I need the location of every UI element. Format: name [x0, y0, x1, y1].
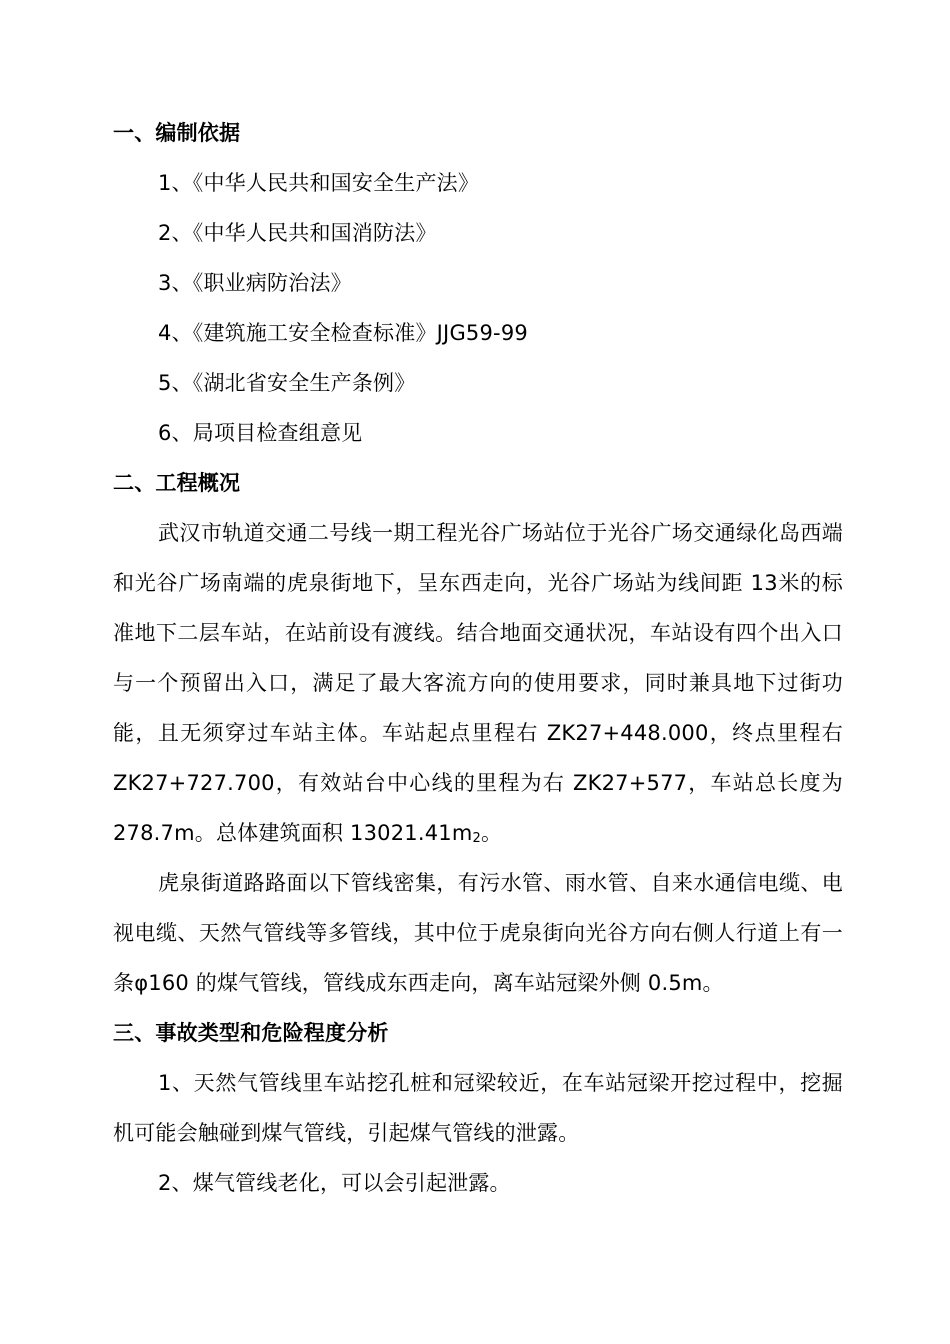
section-heading-overview: 二、工程概况	[113, 471, 241, 495]
overview-paragraph-2: 虎泉街道路路面以下管线密集，有污水管、雨水管、自来水通信电缆、电视电缆、天然气管线等多管线，其中位于虎泉街向光谷方向右侧人行道上有一条φ160 的煤气管线，管线成东西走向，离车站冠梁外侧 0.5m。	[113, 871, 843, 995]
basis-item-6: 6、局项目检查组意见	[158, 421, 363, 445]
section-heading-basis: 一、编制依据	[113, 121, 241, 145]
area-unit-subscript: 2	[472, 831, 481, 846]
basis-item-4: 4、《建筑施工安全检查标准》JJG59-99	[158, 321, 528, 345]
overview-paragraph-1-end: 。	[481, 821, 503, 845]
basis-item-1: 1、《中华人民共和国安全生产法》	[158, 171, 480, 195]
section-heading-accident-analysis: 三、事故类型和危险程度分析	[113, 1021, 389, 1045]
overview-paragraph-1	[113, 508, 843, 858]
analysis-item-1: 1、天然气管线里车站挖孔桩和冠梁较近，在车站冠梁开挖过程中，挖掘机可能会触碰到煤气管线，引起煤气管线的泄露。	[113, 1071, 843, 1145]
overview-paragraph-1-text: 武汉市轨道交通二号线一期工程光谷广场站位于光谷广场交通绿化岛西端和光谷广场南端的虎泉街地下，呈东西走向，光谷广场站为线间距 13米的标准地下二层车站，在站前设有渡线。结合地面交通状况，车站设有四个出入口与一个预留出入口，满足了最大客流方向的使用要求，同时兼具地下过街功能，且无须穿过车站主体。车站起点里程右 ZK27+448.000，终点里程右 ZK27+727.700，有效站台中心线的里程为右 ZK27+577，车站总长度为 278.7m。总体建筑面积 13021.41m	[113, 521, 843, 845]
analysis-item-2: 2、煤气管线老化，可以会引起泄露。	[158, 1171, 511, 1195]
document-body	[113, 108, 843, 1208]
basis-item-5: 5、《湖北省安全生产条例》	[158, 371, 416, 395]
basis-item-2: 2、《中华人民共和国消防法》	[158, 221, 437, 245]
basis-item-3: 3、《职业病防治法》	[158, 271, 352, 295]
